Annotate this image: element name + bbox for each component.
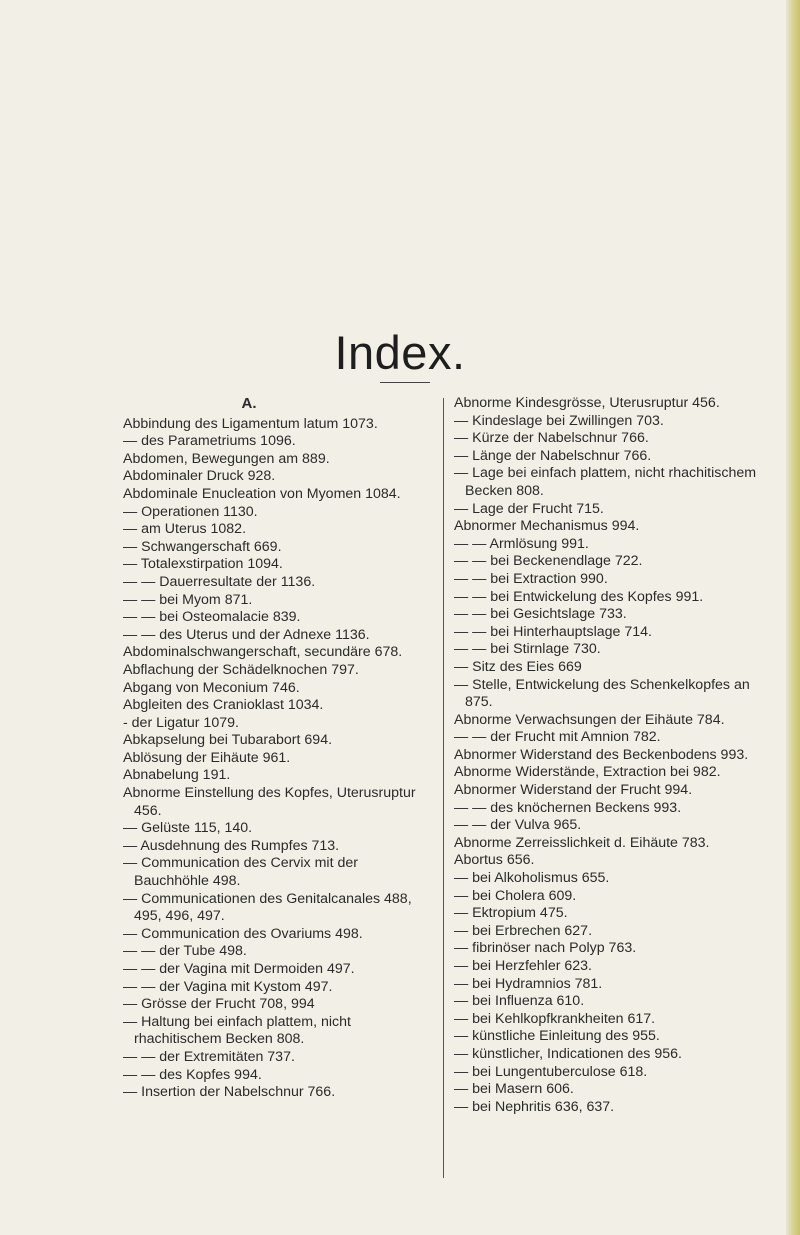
index-entry: — Stelle, Entwickelung des Schenkelkopfes an 875. — [454, 676, 750, 711]
index-entry: Abortus 656. — [454, 852, 535, 869]
index-entry: — — des Uterus und der Adnexe 1136. — [123, 626, 370, 643]
index-entry: — Gelüste 115, 140. — [123, 820, 253, 837]
index-entry: — fibrinöser nach Polyp 763. — [454, 940, 637, 957]
index-entry: — — des knöchernen Beckens 993. — [454, 799, 682, 816]
index-entry: — bei Masern 606. — [454, 1081, 574, 1098]
right-column — [454, 395, 774, 1116]
page-edge — [786, 0, 800, 1235]
index-entry: — am Uterus 1082. — [123, 521, 247, 538]
index-entry: Abkapselung bei Tubarabort 694. — [123, 732, 333, 749]
index-entry: Abbindung des Ligamentum latum 1073. — [123, 415, 378, 432]
index-entry: — künstlicher, Indicationen des 956. — [454, 1045, 682, 1062]
index-entry: Abnorme Verwachsungen der Eihäute 784. — [454, 711, 725, 728]
index-entry: — bei Alkoholismus 655. — [454, 870, 610, 887]
index-entry: — bei Erbrechen 627. — [454, 922, 593, 939]
index-entry: — — der Vagina mit Dermoiden 497. — [123, 961, 355, 977]
index-entry: Abdomen, Bewegungen am 889. — [123, 450, 330, 467]
index-entry: — — bei Beckenendlage 722. — [454, 553, 643, 570]
section-letter: A. — [241, 395, 257, 412]
index-entry: — Ektropium 475. — [454, 905, 568, 922]
index-entry: — — Dauerresultate der 1136. — [123, 573, 316, 590]
index-entry: — Ausdehnung des Rumpfes 713. — [123, 837, 340, 854]
index-entry: — Communication des Cervix mit der Bauchhöhle 498. — [123, 855, 358, 890]
index-entry: Abnorme Widerstände, Extraction bei 982. — [454, 764, 721, 781]
index-entry: — — bei Extraction 990. — [454, 570, 608, 587]
index-entry: — Kindeslage bei Zwillingen 703. — [454, 412, 664, 429]
index-entry: - der Ligatur 1079. — [123, 714, 239, 731]
index-entry: Abnorme Kindesgrösse, Uterusruptur 456. — [454, 395, 720, 411]
index-entry: — Totalexstirpation 1094. — [123, 556, 283, 573]
index-entry: — — der Vagina mit Kystom 497. — [123, 978, 333, 995]
index-entry: — — Armlösung 991. — [454, 535, 589, 552]
index-entry: Abdominalschwangerschaft, secundäre 678. — [123, 644, 403, 661]
index-entry: — bei Herzfehler 623. — [454, 958, 593, 974]
title-rule — [380, 382, 430, 383]
right-entries — [454, 395, 774, 1116]
index-entry: — bei Cholera 609. — [454, 887, 577, 904]
index-entry: — Grösse der Frucht 708, 994 — [123, 996, 315, 1013]
index-entry: Abdominaler Druck 928. — [123, 468, 276, 485]
index-entry: Abdominale Enucleation von Myomen 1084. — [123, 485, 401, 502]
index-entry: — — des Kopfes 994. — [123, 1066, 262, 1083]
index-entry: — Lage bei einfach plattem, nicht rhachitischem Becken 808. — [454, 465, 757, 499]
index-entry: Abflachung der Schädelknochen 797. — [123, 661, 359, 678]
left-entries — [123, 416, 435, 1102]
index-entry: — bei Kehlkopfkrankheiten 617. — [454, 1010, 656, 1027]
index-entry: Abnormer Mechanismus 994. — [454, 518, 640, 535]
index-entry: Ablösung der Eihäute 961. — [123, 749, 291, 766]
index-entry: — Sitz des Eies 669 — [454, 658, 582, 675]
index-entry: — Communication des Ovariums 498. — [123, 925, 363, 942]
index-entry: — künstliche Einleitung des 955. — [454, 1028, 660, 1045]
index-entry: — Operationen 1130. — [123, 503, 258, 520]
column-divider — [443, 398, 444, 1178]
index-entry: Abgang von Meconium 746. — [123, 679, 300, 696]
index-entry: — — bei Entwickelung des Kopfes 991. — [454, 588, 704, 605]
index-entry: — — bei Stirnlage 730. — [454, 641, 601, 658]
left-column — [123, 395, 435, 1102]
index-entry: Abnabelung 191. — [123, 767, 231, 784]
index-entry: — des Parametriums 1096. — [123, 433, 296, 450]
page-title: Index. — [334, 326, 466, 379]
index-entry: — — der Vulva 965. — [454, 817, 582, 834]
index-entry: Abnormer Widerstand der Frucht 994. — [454, 782, 693, 799]
index-entry: — Länge der Nabelschnur 766. — [454, 447, 652, 464]
index-entry: — — der Frucht mit Amnion 782. — [454, 729, 661, 746]
index-entry: — — bei Hinterhauptslage 714. — [454, 623, 652, 640]
index-entry: — — bei Osteomalacie 839. — [123, 609, 301, 626]
index-entry: — — der Extremitäten 737. — [123, 1048, 295, 1065]
index-entry: — Kürze der Nabelschnur 766. — [454, 430, 649, 447]
index-entry: — Schwangerschaft 669. — [123, 538, 282, 555]
index-entry: — Communicationen des Genitalcanales 488, 495, 496, 497. — [123, 890, 412, 925]
index-entry: — — bei Gesichtslage 733. — [454, 606, 627, 623]
index-entry: — bei Nephritis 636, 637. — [454, 1098, 615, 1115]
index-entry: — Haltung bei einfach plattem, nicht rhachitischem Becken 808. — [123, 1013, 351, 1048]
index-entry: — bei Hydramnios 781. — [454, 975, 603, 992]
index-entry: Abgleiten des Cranioklast 1034. — [123, 697, 324, 714]
index-entry: — bei Lungentuberculose 618. — [454, 1063, 648, 1080]
index-entry: — — bei Myom 871. — [123, 591, 253, 608]
index-entry: — — der Tube 498. — [123, 943, 247, 960]
index-entry: — bei Influenza 610. — [454, 993, 585, 1010]
index-entry: Abnormer Widerstand des Beckenbodens 993. — [454, 746, 749, 763]
index-entry: Abnorme Zerreisslichkeit d. Eihäute 783. — [454, 834, 710, 851]
index-entry: — Lage der Frucht 715. — [454, 500, 604, 517]
index-entry: — Insertion der Nabelschnur 766. — [123, 1084, 336, 1101]
index-entry: Abnorme Einstellung des Kopfes, Uterusruptur 456. — [123, 785, 416, 819]
